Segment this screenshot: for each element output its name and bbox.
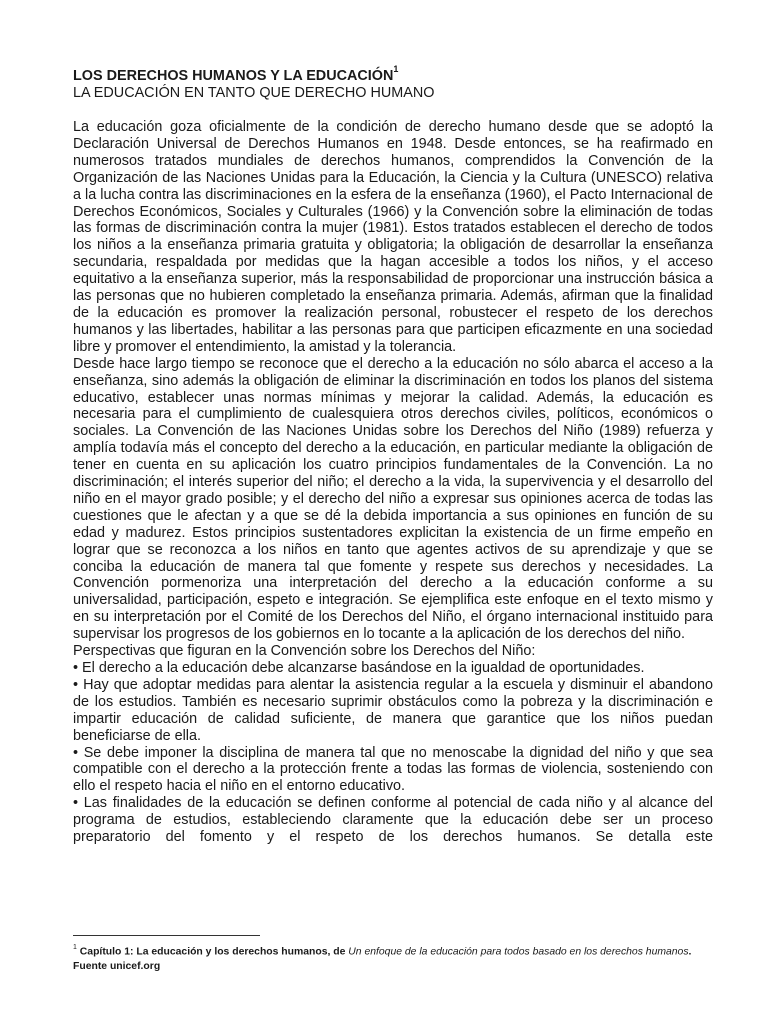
paragraph-intro: La educación goza oficialmente de la condición de derecho humano desde que se adoptó la Declaración Universal de Derechos Humanos en 1948. Desde entonces, se ha reafirmado en numerosos tratados mundiales de derechos humanos, comprendidos la Convención de la Organización de las Naciones Unidas para la Educación, la Ciencia y la Cultura (UNESCO) relativa a la lucha contra las discriminaciones en la esfera de la enseñanza (1960), el Pacto Internacional de Derechos Económicos, Sociales y Culturales (1966) y la Convención sobre la eliminación de todas las formas de discriminación contra la mujer (1981). Estos tratados establecen el derecho de todos los niños a la enseñanza primaria gratuita y obligatoria; la obligación de desarrollar la enseñanza secundaria, respaldada por medidas que la hagan accesible a todos los niños, y el acceso equitativo a la enseñanza superior, más la responsabilidad de proporcionar una instrucción básica a las personas que no hubieren completado la enseñanza primaria. Además, afirman que la finalidad de la educación es promover la realización personal, robustecer el respeto de los derechos humanos y las libertades, habilitar a las personas para que participen eficazmente en una sociedad libre y promover el entendimiento, la amistad y la tolerancia. [73, 119, 713, 355]
footnote-mark: 1 [73, 944, 77, 951]
footnote-chapter: Capítulo 1: La educación y los derechos humanos, de [79, 946, 349, 958]
paragraph-perspectives-heading: Perspectivas que figuran en la Convención sobre los Derechos del Niño: [73, 643, 536, 660]
document-body [73, 64, 713, 846]
title-footnote-mark: 1 [393, 64, 399, 75]
bullet-item-aims: • Las finalidades de la educación se definen conforme al potencial de cada niño y al alcance del programa de estudios, estableciendo claramente que la educación debe ser un proceso preparatorio del fomento y el respeto de los derechos humanos. Se detalla este [73, 795, 713, 846]
paragraph-convention: Desde hace largo tiempo se reconoce que el derecho a la educación no sólo abarca el acceso a la enseñanza, sino además la obligación de eliminar la discriminación en todos los planos del sistema educativo, establecer unas normas mínimas y mejorar la calidad. Además, la educación es necesaria para el cumplimiento de cualesquiera otros derechos civiles, políticos, económicos o sociales. La Convención de las Naciones Unidas sobre los Derechos del Niño (1989) refuerza y amplía todavía más el concepto del derecho a la educación, en particular mediante la obligación de tener en cuenta en su aplicación los cuatro principios fundamentales de la Convención. La no discriminación; el interés superior del niño; el derecho a la vida, la supervivencia y el desarrollo del niño en el mayor grado posible; y el derecho del niño a expresar sus opiniones acerca de todas las cuestiones que le afectan y a que se dé la debida importancia a sus opiniones en función de su edad y madurez. Estos principios sustentadores explicitan la existencia de un firme empeño en lograr que se reconozca a los niños en tanto que agentes activos de su aprendizaje y que se conciba la educación de manera tal que fomente y respete sus derechos y necesidades. La Convención pormenoriza una interpretación del derecho a la educación conforme a su universalidad, participación, espeto e integración. Se ejemplifica este enfoque en el texto mismo y en su interpretación por el Comité de los Derechos del Niño, el órgano internacional instituido para supervisar los progresos de los gobiernos en lo tocante a la aplicación de los derechos del niño. [73, 355, 713, 643]
footnote [73, 941, 713, 974]
footnote-source: . Fuente unicef.org [73, 946, 692, 973]
footnote-source-title: Un enfoque de la educación para todos basado en los derechos humanos [348, 946, 689, 958]
bullet-item-attendance: • Hay que adoptar medidas para alentar la asistencia regular a la escuela y disminuir el abandono de los estudios. También es necesario suprimir obstáculos como la pobreza y la discriminación e impartir educación de calidad suficiente, de manera que garantice que los niños puedan beneficiarse de ella. [73, 676, 713, 744]
bullet-item-equality: • El derecho a la educación debe alcanzarse basándose en la igualdad de oportunidades. [73, 660, 645, 676]
footnote-divider [73, 935, 260, 936]
document-title [73, 64, 713, 85]
document-title-text: LOS DERECHOS HUMANOS Y LA EDUCACIÓN [73, 68, 394, 84]
bullet-item-discipline: • Se debe imponer la disciplina de manera tal que no menoscabe la dignidad del niño y que sea compatible con el derecho a la protección frente a todas las formas de violencia, sosteniendo con ello el respeto hacia el niño en el entorno educativo. [73, 744, 713, 795]
document-subtitle: LA EDUCACIÓN EN TANTO QUE DERECHO HUMANO [73, 85, 435, 101]
